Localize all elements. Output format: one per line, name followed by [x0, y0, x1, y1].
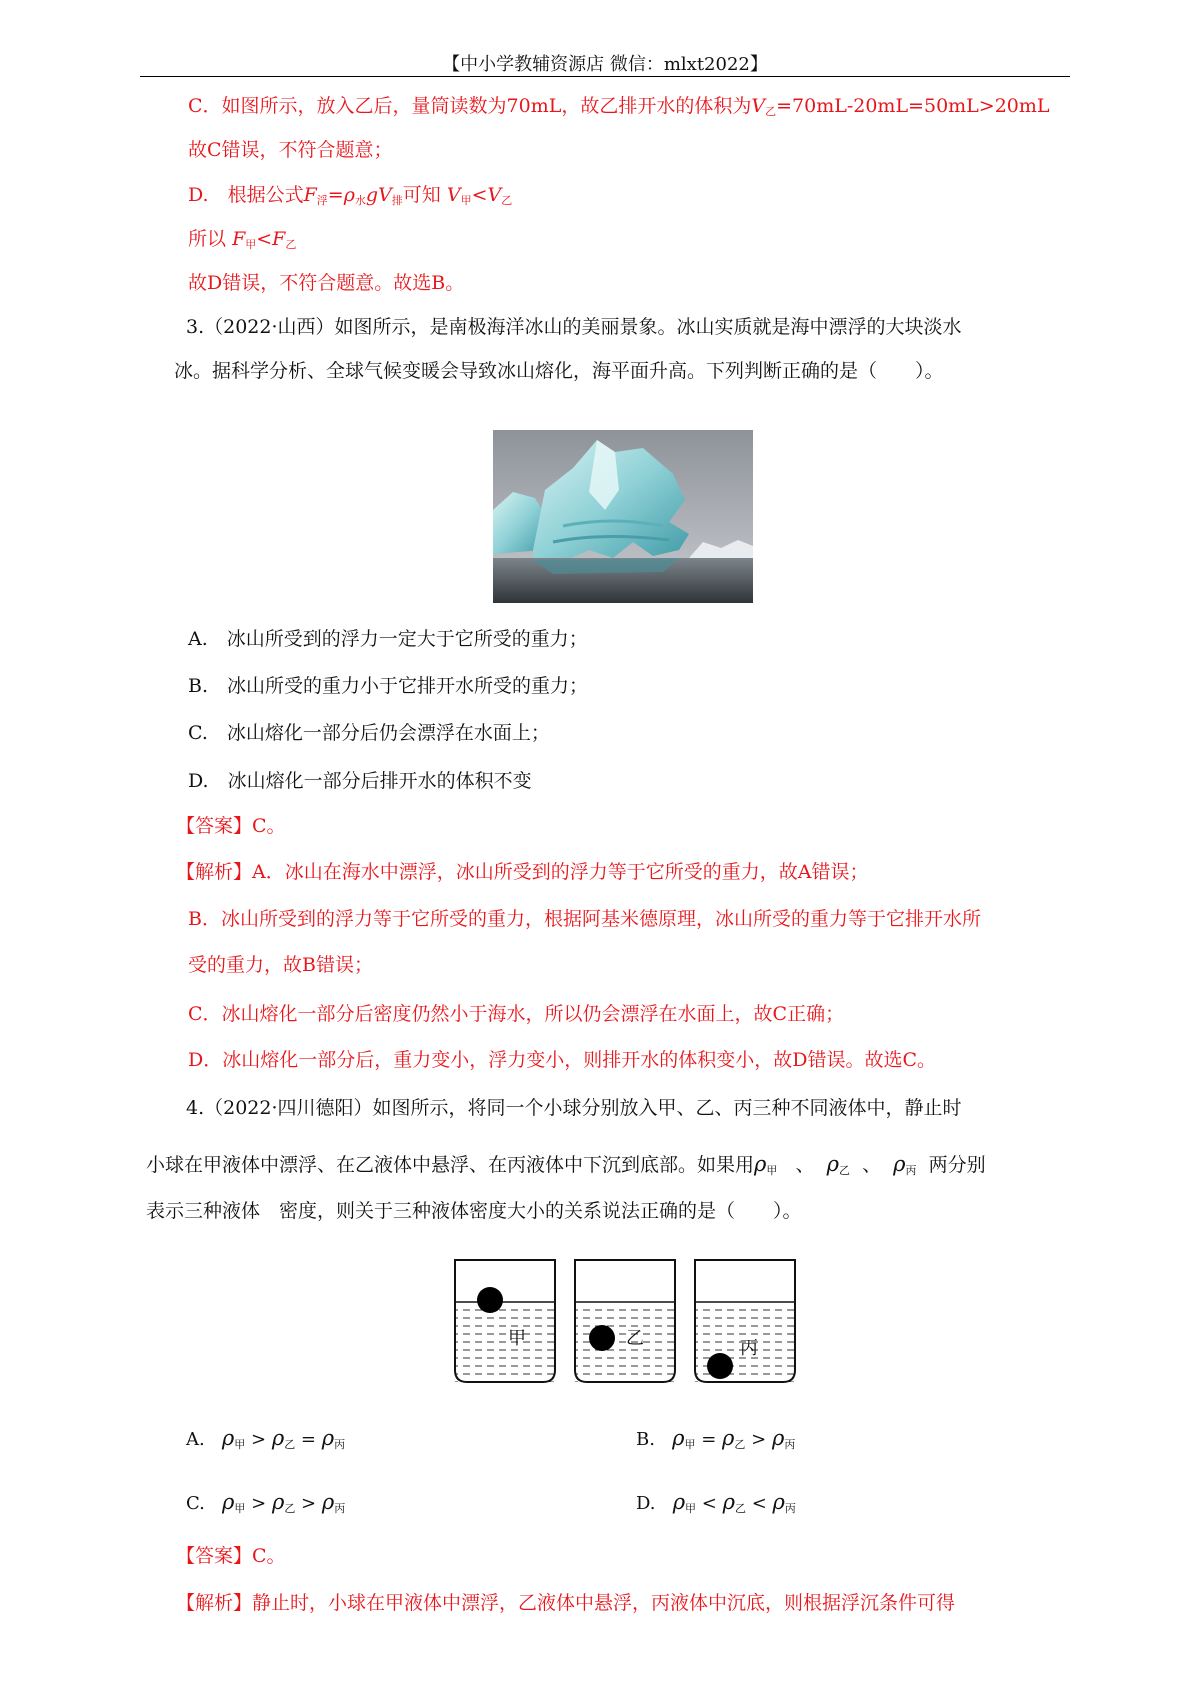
prev-d-conclusion: 故D错误，不符合题意。故选B。 — [188, 272, 465, 294]
q3-stem-line2: 冰。据科学分析、全球气候变暖会导致冰山熔化，海平面升高。下列判断正确的是（ ）。 — [174, 360, 944, 382]
prev-d-so: 所以 $F_甲<F_乙$ — [188, 228, 297, 251]
ball-jia — [477, 1287, 503, 1313]
q3-analysis-b: B．冰山所受到的浮力等于它所受的重力，根据阿基米德原理，冰山所受的重力等于它排开水所 — [188, 908, 981, 930]
q3-option-a: A. 冰山所受到的浮力一定大于它所受的重力； — [188, 628, 588, 650]
beaker-label-yi: 乙 — [626, 1328, 644, 1349]
q4-answer: 【答案】C。 — [176, 1545, 286, 1567]
prev-d-line: D. 根据公式$F_浮=\rho_水gV_排$可知 $V_甲<V_乙$ — [188, 184, 513, 207]
q4-analysis: 【解析】静止时，小球在甲液体中漂浮，乙液体中悬浮，丙液体中沉底，则根据浮沉条件可得 — [176, 1592, 956, 1614]
q3-analysis-b-cont: 受的重力，故B错误； — [188, 954, 373, 976]
ball-yi — [589, 1325, 615, 1351]
q4-option-c: C. $\rho_甲 > \rho_乙 > \rho_丙$ — [186, 1490, 346, 1515]
q4-stem-line2: 小球在甲液体中漂浮、在乙液体中悬浮、在丙液体中下沉到底部。如果用$\rho_甲$ 、 $\rho_乙$ 、 $\rho_丙$ 两分别 — [146, 1152, 986, 1177]
iceberg-photo — [493, 430, 753, 603]
q4-option-a: A. $\rho_甲 > \rho_乙 = \rho_丙$ — [186, 1426, 346, 1451]
q4-stem-line3: 表示三种液体 密度，则关于三种液体密度大小的关系说法正确的是（ ）。 — [146, 1200, 802, 1222]
q3-analysis-d: D．冰山熔化一部分后，重力变小，浮力变小，则排开水的体积变小，故D错误。故选C。 — [188, 1049, 937, 1071]
prev-c-line: C．如图所示，放入乙后，量筒读数为70mL，故乙排开水的体积为$V_乙=70mL-20mL=50mL>20mL$ — [188, 95, 1050, 118]
beaker-jia — [455, 1260, 555, 1382]
ball-bing — [707, 1353, 733, 1379]
q4-option-d: D. $\rho_甲 < \rho_乙 < \rho_丙$ — [636, 1490, 796, 1515]
beaker-label-bing: 丙 — [740, 1338, 758, 1359]
q3-stem-line1: 3.（2022·山西）如图所示，是南极海洋冰山的美丽景象。冰山实质就是海中漂浮的大块淡水 — [186, 316, 962, 338]
q3-option-c: C. 冰山熔化一部分后仍会漂浮在水面上； — [188, 722, 550, 744]
q3-analysis-a: 【解析】A．冰山在海水中漂浮，冰山所受到的浮力等于它所受的重力，故A错误； — [176, 861, 869, 883]
page-header: 【中小学教辅资源店 微信：mlxt2022】 — [442, 54, 768, 75]
three-beakers-figure — [450, 1258, 805, 1388]
q4-option-b: B. $\rho_甲 = \rho_乙 > \rho_丙$ — [636, 1426, 796, 1451]
q3-answer: 【答案】C。 — [176, 815, 286, 837]
prev-c-conclusion: 故C错误，不符合题意； — [188, 139, 393, 161]
header-divider — [140, 76, 1070, 77]
q3-option-d: D. 冰山熔化一部分后排开水的体积不变 — [188, 770, 532, 792]
q3-option-b: B. 冰山所受的重力小于它排开水所受的重力； — [188, 675, 589, 697]
q4-stem-line1: 4.（2022·四川德阳）如图所示，将同一个小球分别放入甲、乙、丙三种不同液体中，静止时 — [186, 1097, 962, 1119]
beaker-yi — [575, 1260, 675, 1382]
q3-analysis-c: C．冰山熔化一部分后密度仍然小于海水，所以仍会漂浮在水面上，故C正确； — [188, 1003, 845, 1025]
beaker-bing — [695, 1260, 795, 1382]
beaker-label-jia: 甲 — [508, 1328, 526, 1349]
